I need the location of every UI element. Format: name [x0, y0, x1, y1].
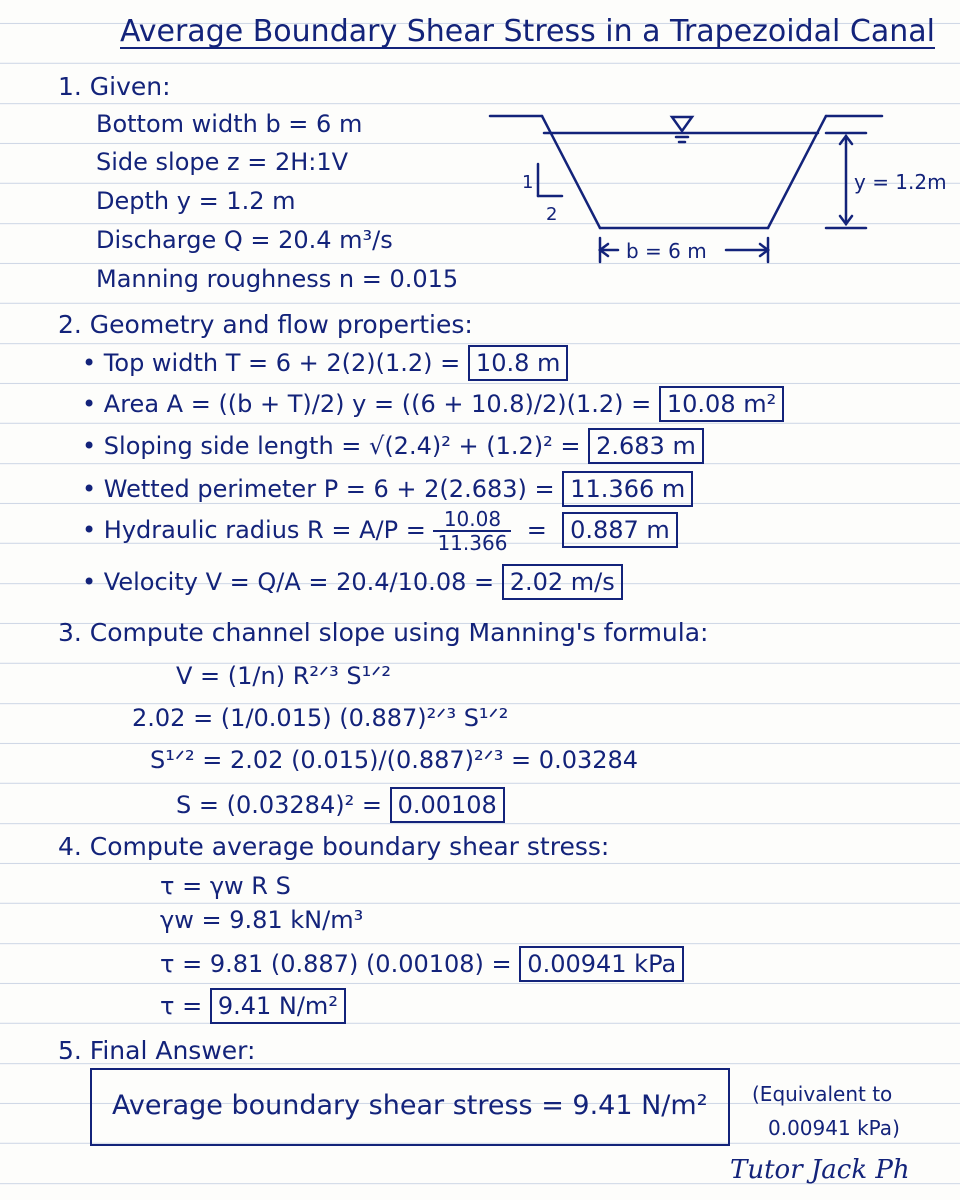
signature: Tutor Jack Ph — [730, 1155, 910, 1185]
slope-expr: S = (0.03284)² = — [176, 791, 382, 819]
area-row — [82, 386, 784, 422]
given-depth: Depth y = 1.2 m — [96, 187, 296, 215]
area-result: 10.08 m² — [659, 386, 784, 422]
perimeter-expr: Wetted perimeter P = 6 + 2(2.683) = — [103, 475, 555, 503]
top-width-expr: Top width T = 6 + 2(2)(1.2) = — [103, 349, 461, 377]
bullet-dot: • — [82, 516, 104, 544]
velocity-expr: Velocity V = Q/A = 20.4/10.08 = — [103, 568, 495, 596]
shear-nm2-result: 9.41 N/m² — [210, 988, 346, 1024]
shear-nm2-row — [160, 988, 346, 1024]
equivalent-note-line-2: 0.00941 kPa) — [768, 1116, 900, 1140]
slope-row — [176, 787, 505, 823]
given-discharge: Discharge Q = 20.4 m³/s — [96, 226, 393, 254]
bullet-dot: • — [82, 475, 104, 503]
area-expr: Area A = ((b + T)/2) y = ((6 + 10.8)/2)(1.2) = — [103, 390, 652, 418]
section-3-heading: 3. Compute channel slope using Manning's formula: — [58, 618, 709, 647]
radius-equals: = — [526, 516, 547, 544]
unit-weight-line: γw = 9.81 kN/m³ — [160, 906, 364, 934]
manning-formula: V = (1/n) R²ᐟ³ S¹ᐟ² — [176, 662, 392, 690]
shear-formula: τ = γw R S — [160, 872, 291, 900]
shear-kpa-row — [160, 946, 684, 982]
bullet-dot: • — [82, 349, 104, 377]
depth-label: y = 1.2m — [854, 170, 947, 194]
radius-result: 0.887 m — [562, 512, 678, 548]
shear-kpa-result: 0.00941 kPa — [519, 946, 684, 982]
given-manning-n: Manning roughness n = 0.015 — [96, 265, 459, 293]
fraction-denominator: 11.366 — [437, 531, 508, 555]
section-4-heading: 4. Compute average boundary shear stress: — [58, 832, 610, 861]
bullet-dot: • — [82, 568, 104, 596]
section-2-heading: 2. Geometry and flow properties: — [58, 310, 473, 339]
top-width-row — [82, 345, 568, 381]
radius-expr: Hydraulic radius R = A/P = — [103, 516, 426, 544]
radius-fraction — [433, 508, 511, 554]
velocity-row — [82, 564, 623, 600]
given-side-slope: Side slope z = 2H:1V — [96, 148, 349, 176]
velocity-result: 2.02 m/s — [502, 564, 623, 600]
radius-row — [82, 508, 678, 554]
slope-length-row — [82, 428, 704, 464]
final-answer-box — [90, 1068, 730, 1146]
sqrt-slope-line: S¹ᐟ² = 2.02 (0.015)/(0.887)²ᐟ³ = 0.03284 — [150, 746, 639, 774]
trapezoid-diagram — [480, 100, 950, 275]
given-bottom-width: Bottom width b = 6 m — [96, 110, 363, 138]
bullet-dot: • — [82, 390, 104, 418]
equivalent-note-line-1: (Equivalent to — [752, 1082, 893, 1106]
slope-horizontal-label: 2 — [546, 204, 558, 225]
shear-nm2-expr: τ = — [160, 992, 203, 1020]
fraction-numerator: 10.08 — [433, 508, 511, 532]
slope-vertical-label: 1 — [522, 172, 534, 193]
perimeter-row — [82, 471, 693, 507]
slope-length-result: 2.683 m — [588, 428, 704, 464]
bullet-dot: • — [82, 432, 104, 460]
manning-substituted: 2.02 = (1/0.015) (0.887)²ᐟ³ S¹ᐟ² — [132, 704, 509, 732]
slope-result: 0.00108 — [390, 787, 505, 823]
final-answer: Average boundary shear stress = 9.41 N/m² — [112, 1090, 708, 1121]
page-title: Average Boundary Shear Stress in a Trapezoidal Canal — [120, 14, 935, 49]
slope-length-expr: Sloping side length = √(2.4)² + (1.2)² = — [103, 432, 581, 460]
top-width-result: 10.8 m — [468, 345, 568, 381]
section-1-heading: 1. Given: — [58, 72, 171, 101]
bottom-width-label: b = 6 m — [626, 239, 707, 263]
perimeter-result: 11.366 m — [562, 471, 693, 507]
shear-kpa-expr: τ = 9.81 (0.887) (0.00108) = — [160, 950, 512, 978]
section-5-heading: 5. Final Answer: — [58, 1036, 256, 1065]
